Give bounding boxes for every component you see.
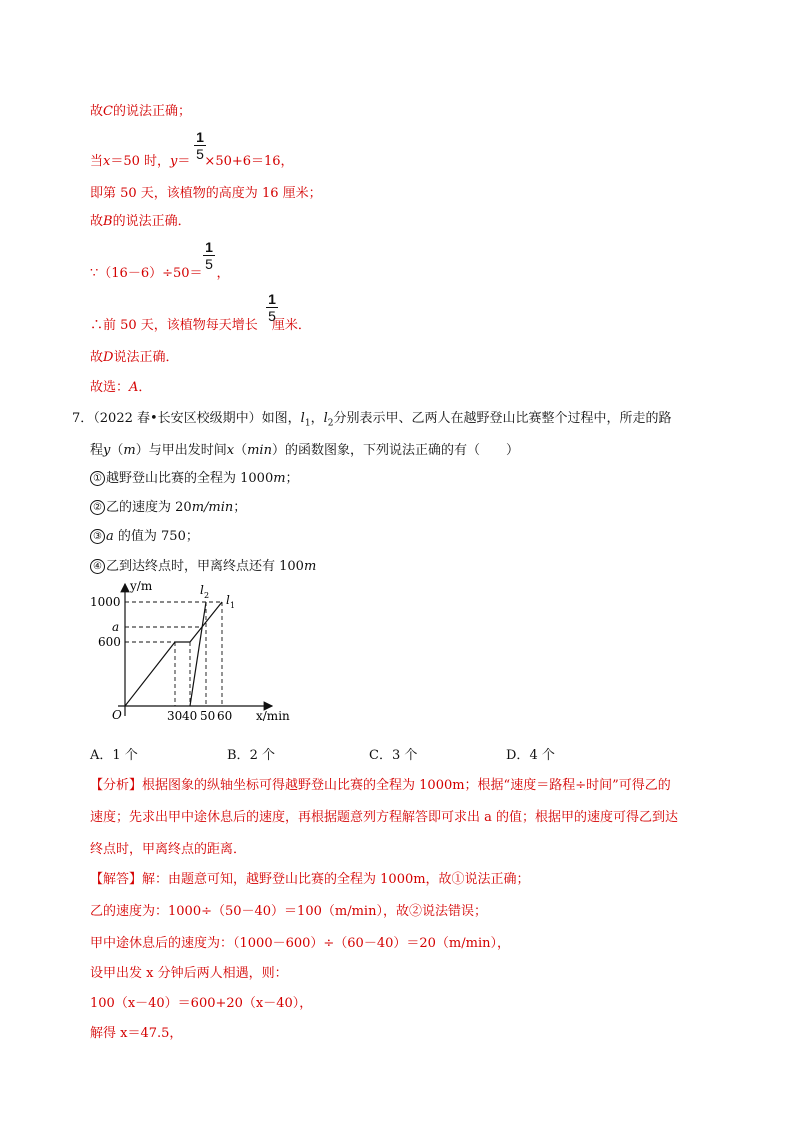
choice-d: D．4 个 <box>506 748 555 763</box>
x-tick-50: 50 <box>200 709 216 723</box>
y-axis-label: y/m <box>130 579 153 593</box>
x-axis-label: x/min <box>256 709 290 723</box>
prev-line-8: 故选：A． <box>90 380 152 395</box>
solution-line-1: 【解答】解：由题意可知，越野登山比赛的全程为 1000m，故①说法正确； <box>90 872 530 887</box>
x-tick-60: 60 <box>217 709 233 723</box>
solution-line-4: 设甲出发 x 分钟后两人相遇，则： <box>90 966 288 981</box>
solution-line-5: 100（x－40）＝600+20（x－40）， <box>90 996 313 1011</box>
label-l1: l <box>226 593 230 607</box>
choice-b: B．2 个 <box>227 748 275 763</box>
question-number: 7． <box>72 411 94 426</box>
fraction-one-fifth: 1 5 <box>203 240 215 271</box>
prev-line-5: ∵（16－6）÷50＝ ， <box>90 266 230 281</box>
label-l2-sub: 2 <box>204 591 210 600</box>
statement-3: ③ a 的值为 750； <box>90 525 199 544</box>
line-l1 <box>125 602 222 706</box>
label-l2: l <box>200 583 204 597</box>
statement-1: ① 越野登山比赛的全程为 1000m； <box>90 467 299 486</box>
prev-line-4: 故B的说法正确． <box>90 214 191 229</box>
analysis-line-2: 速度；先求出甲中途休息后的速度，再根据题意列方程解答即可求出 a 的值；根据甲的速度可得乙到达 <box>90 810 679 825</box>
fraction-one-fifth: 1 5 <box>266 292 278 323</box>
statement-2: ② 乙的速度为 20m/min； <box>90 496 246 515</box>
prev-line-1: 故C的说法正确； <box>90 104 191 119</box>
analysis-line-3: 终点时，甲离终点的距离． <box>90 842 247 857</box>
y-tick-600: 600 <box>98 635 121 649</box>
prev-line-2: 当x＝50 时，y＝ ×50+6＝16， <box>90 154 294 169</box>
fraction-one-fifth: 1 5 <box>194 130 206 161</box>
solution-tag: 【解答】 <box>90 872 143 887</box>
prev-line-6: ∴前 50 天，该植物每天增长 厘米． <box>90 318 311 333</box>
analysis-tag: 【分析】 <box>90 778 143 793</box>
distance-time-graph <box>80 578 300 728</box>
solution-line-2: 乙的速度为：1000÷（50－40）＝100（m/min），故②说法错误； <box>90 904 487 919</box>
origin-label: O <box>112 708 122 722</box>
line-l2 <box>190 602 206 706</box>
statement-4: ④ 乙到达终点时，甲离终点还有 100m <box>90 555 316 574</box>
choice-c: C．3 个 <box>369 748 418 763</box>
question-line-2: 程y（m）与甲出发时间x（min）的函数图象，下列说法正确的有（ ） <box>90 443 519 458</box>
question-line-1: 7．（2022 春•长安区校级期中）如图，$l_1$，$l_2$分别表示甲、乙两人在越野登山比赛整个过程中，所走的路 <box>72 411 672 429</box>
x-tick-30: 30 <box>167 709 183 723</box>
analysis-line-1: 【分析】根据图象的纵轴坐标可得越野登山比赛的全程为 1000m；根据“速度＝路程÷时间”可得乙的 <box>90 778 671 793</box>
prev-line-7: 故D说法正确． <box>90 350 179 365</box>
solution-line-3: 甲中途休息后的速度为：（1000－600）÷（60－40）＝20（m/min）， <box>90 936 510 951</box>
y-tick-1000: 1000 <box>90 595 121 609</box>
x-tick-40: 40 <box>182 709 198 723</box>
prev-line-3: 即第 50 天，该植物的高度为 16 厘米； <box>90 186 322 201</box>
label-l1-sub: 1 <box>230 601 236 610</box>
choice-a: A．1 个 <box>90 748 138 763</box>
solution-line-6: 解得 x＝47.5， <box>90 1026 183 1041</box>
y-tick-a: a <box>112 620 120 634</box>
